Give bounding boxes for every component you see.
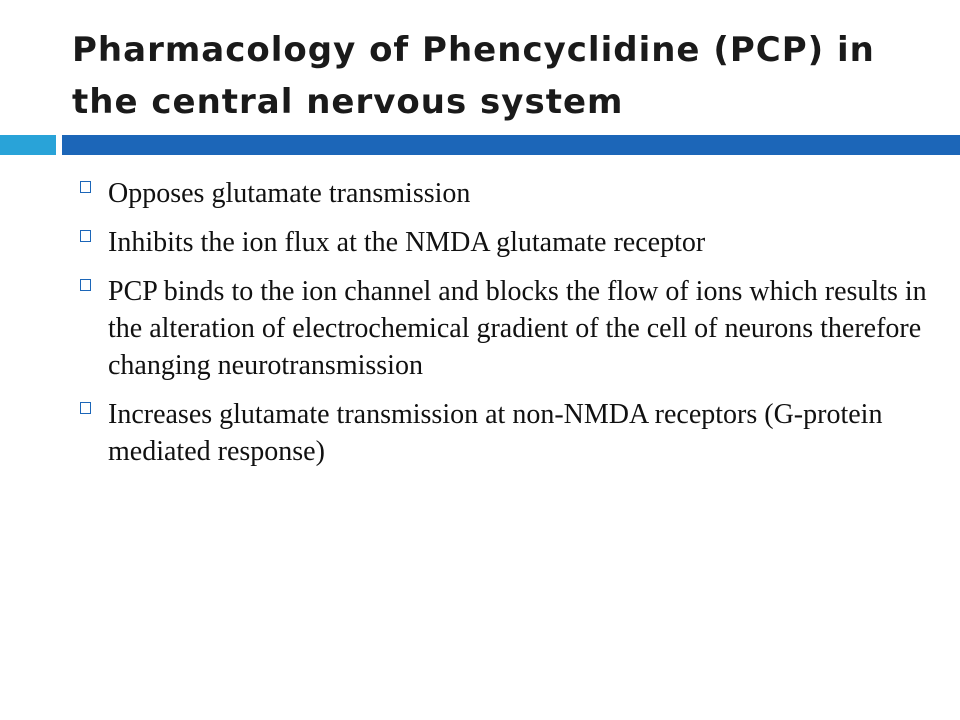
bullet-text: Increases glutamate transmission at non-NMDA receptors (G-protein mediated response) [108, 399, 883, 467]
bullet-item [76, 224, 936, 261]
square-outline-icon [80, 181, 91, 193]
bullet-item [76, 175, 936, 212]
square-outline-icon [80, 230, 91, 242]
title-rule [62, 135, 960, 155]
bullet-text: Opposes glutamate transmission [108, 178, 471, 209]
square-outline-icon [80, 279, 91, 291]
slide-title: Pharmacology of Phencyclidine (PCP) in the central nervous system [72, 30, 875, 122]
bullet-item [76, 273, 936, 384]
title-rule-accent [0, 135, 56, 155]
bullet-text: PCP binds to the ion channel and blocks the flow of ions which results in the alteration of electrochemical gradient of the cell of neurons therefore changing neurotransmission [108, 276, 927, 381]
bullet-list [76, 175, 936, 482]
square-outline-icon [80, 402, 91, 414]
bullet-text: Inhibits the ion flux at the NMDA glutamate receptor [108, 227, 706, 258]
bullet-item [76, 396, 936, 470]
